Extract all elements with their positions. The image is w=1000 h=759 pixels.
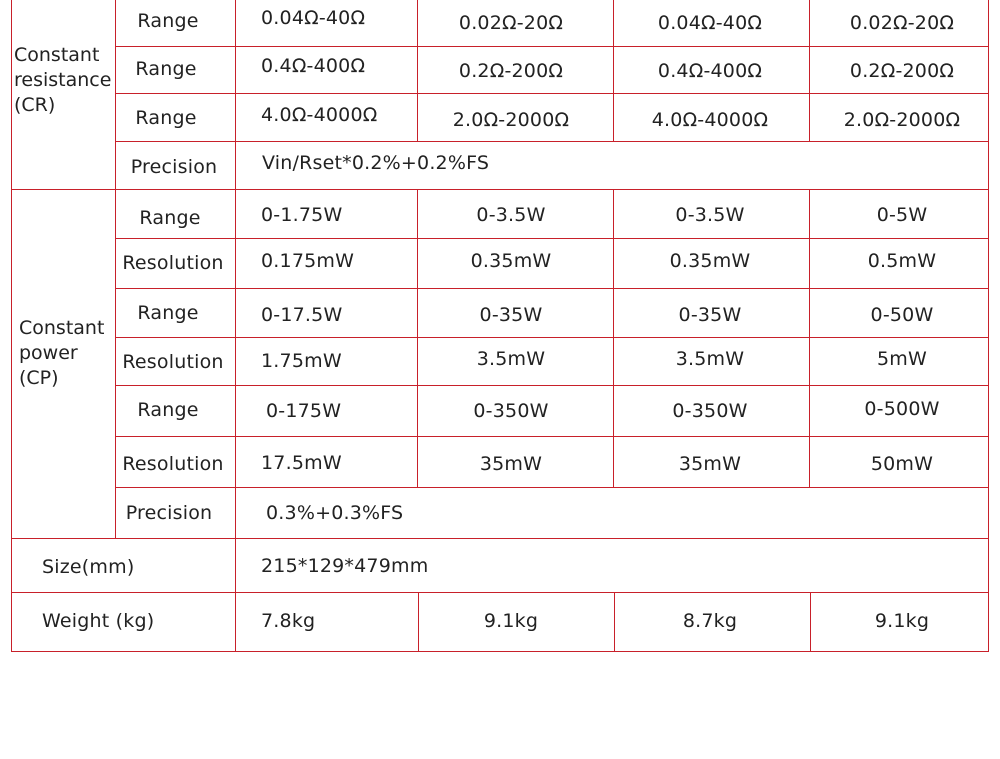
cp-category-label — [19, 316, 104, 391]
table-cell: 3.5mW — [476, 348, 546, 370]
table-cell: 0-3.5W — [675, 204, 745, 226]
row-label: Range — [139, 207, 201, 229]
cr-category-label — [14, 43, 111, 118]
precision-value: Vin/Rset*0.2%+0.2%FS — [262, 152, 490, 174]
size-value: 215*129*479mm — [261, 555, 429, 577]
table-cell: 0-3.5W — [476, 204, 546, 226]
cr-category-line: resistance — [14, 69, 112, 91]
spec-table — [11, 0, 989, 652]
weight-label: Weight (kg) — [42, 610, 155, 632]
table-cell: 0.35mW — [669, 250, 751, 272]
table-cell: 0-350W — [672, 400, 748, 422]
table-cell: 0-35W — [678, 304, 742, 326]
table-cell: 35mW — [678, 453, 742, 475]
table-cell: 0.5mW — [867, 250, 937, 272]
row-label: Range — [135, 107, 197, 129]
table-cell: 9.1kg — [483, 610, 539, 632]
table-cell: 0.04Ω-40Ω — [261, 7, 366, 29]
table-cell: 3.5mW — [675, 348, 745, 370]
cp-category-line: (CP) — [19, 367, 59, 389]
table-cell: 8.7kg — [682, 610, 738, 632]
table-cell: 0-50W — [870, 304, 934, 326]
table-cell: 50mW — [870, 453, 934, 475]
table-cell: 17.5mW — [261, 452, 342, 474]
row-label: Precision — [130, 156, 218, 178]
row-label: Resolution — [122, 453, 224, 475]
cr-category-line: (CR) — [14, 94, 56, 116]
table-cell: 0.2Ω-200Ω — [458, 60, 564, 82]
table-cell: 5mW — [877, 348, 927, 370]
table-cell: 1.75mW — [261, 350, 342, 372]
cp-category-line: Constant — [19, 317, 105, 339]
table-cell: 0.4Ω-400Ω — [261, 55, 366, 77]
table-cell: 0-350W — [473, 400, 549, 422]
table-cell: 0-17.5W — [261, 304, 343, 326]
size-label: Size(mm) — [42, 556, 135, 578]
table-cell: 35mW — [479, 453, 543, 475]
table-cell: 0-35W — [479, 304, 543, 326]
table-cell: 2.0Ω-2000Ω — [452, 109, 570, 131]
table-cell: 0-175W — [266, 400, 342, 422]
table-cell: 0.04Ω-40Ω — [657, 12, 763, 34]
row-label: Range — [137, 302, 199, 324]
table-cell: 0.35mW — [470, 250, 552, 272]
row-label: Precision — [125, 502, 213, 524]
table-cell: 0.4Ω-400Ω — [657, 60, 763, 82]
table-cell: 0.175mW — [261, 250, 355, 272]
table-cell: 9.1kg — [874, 610, 930, 632]
table-cell: 0-500W — [864, 398, 940, 420]
table-cell: 4.0Ω-4000Ω — [261, 104, 378, 126]
row-label: Range — [137, 10, 199, 32]
cr-category-line: Constant — [14, 44, 100, 66]
precision-value: 0.3%+0.3%FS — [266, 502, 404, 524]
row-label: Resolution — [122, 351, 224, 373]
table-cell: 4.0Ω-4000Ω — [651, 109, 769, 131]
table-cell: 0.02Ω-20Ω — [458, 12, 564, 34]
row-label: Resolution — [122, 252, 224, 274]
table-cell: 0-5W — [876, 204, 928, 226]
table-cell: 7.8kg — [261, 610, 316, 632]
table-cell: 2.0Ω-2000Ω — [843, 109, 961, 131]
table-cell: 0.02Ω-20Ω — [849, 12, 955, 34]
table-cell: 0.2Ω-200Ω — [849, 60, 955, 82]
row-label: Range — [137, 399, 199, 421]
row-label: Range — [135, 58, 197, 80]
table-cell: 0-1.75W — [261, 204, 343, 226]
cp-category-line: power — [19, 342, 78, 364]
